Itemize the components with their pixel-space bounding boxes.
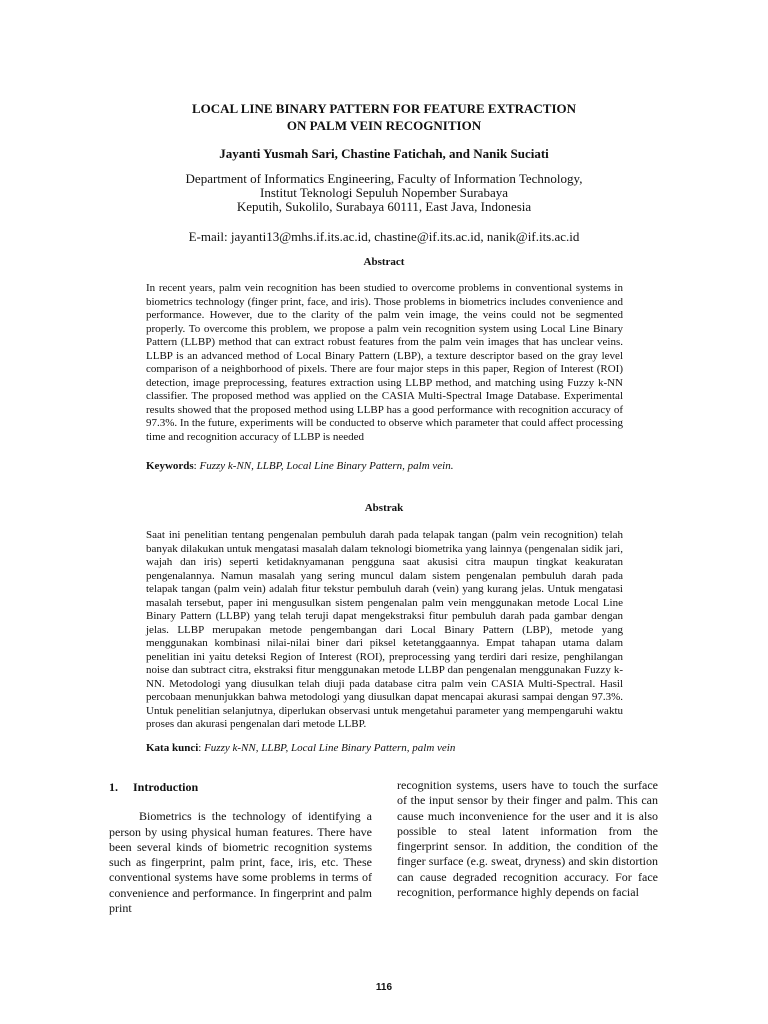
abstract-heading: Abstract bbox=[363, 256, 405, 268]
keywords-label: Keywords bbox=[146, 460, 194, 472]
abstrak-heading: Abstrak bbox=[364, 502, 404, 514]
email-line: E-mail: jayanti13@mhs.if.its.ac.id, chastine@if.its.ac.id, nanik@if.its.ac.id bbox=[188, 229, 580, 244]
abstract-body: In recent years, palm vein recognition has been studied to overcome problems in conventional systems in biometrics technology (finger print, face, and iris). Those problems in biometrics includes convenience and performance. However, due to the clarity of the palm vein image, the veins could not be segmented properly. To overcome this problem, we propose a palm vein recognition system using Local Line Binary Pattern (LLBP) method that can extract robust features from the palm vein images that has unclear veins. LLBP is an advanced method of Local Binary Pattern (LBP), a texture descriptor based on the gray level comparison of a neighborhood of pixels. There are four major steps in this paper, Region of Interest (ROI) detection, image preprocessing, features extraction using LLBP method, and matching using Fuzzy k-NN classifier. The proposed method was applied on the CASIA Multi-Spectral Image Database. Experimental results showed that the proposed method using LLBP has a good performance with recognition accuracy of 97.3%. In the future, experiments will be conducted to observe which parameter that could affect processing time and recognition accuracy of LLBP is needed bbox=[146, 282, 623, 443]
intro-paragraph-left: Biometrics is the technology of identifying a person by using physical human features. There have been several kinds of biometric recognition systems such as fingerprint, palm print, face, iris, etc. These conventional systems have some problems in terms of convenience and performance. In fingerprint and palm print bbox=[109, 809, 372, 916]
authors: Jayanti Yusmah Sari, Chastine Fatichah, and Nanik Suciati bbox=[219, 146, 549, 161]
section-number: 1. bbox=[109, 780, 118, 794]
abstrak-body: Saat ini penelitian tentang pengenalan pembuluh darah pada telapak tangan (palm vein recognition) telah banyak dilakukan untuk mengatasi masalah dalam teknologi biometrika yang lainnya (pengenalan sidik jari, wajah dan iris) seperti ketidaknyamanan pengguna saat akusisi citra maupun tingkat keakuratan pengenalannya. Namun masalah yang sering muncul dalam sistem pengenalan pembuluh darah pada telapak tangan (palm vein) adalah fitur tekstur pembuluh darah (vein) yang kurang jelas. Untuk mengatasi masalah tersebut, paper ini mengusulkan sistem pengenalan palm vein menggunakan metode Local Line Binary Pattern (LLBP) yang telah teruji dapat mengekstraksi fitur pembuluh darah pada gambar dengan jelas. LLBP merupakan metode pengembangan dari Local Binary Pattern (LBP), metode yang menggunakan kombinasi nilai-nilai biner dari piksel ketetanggaannya. Empat tahapan utama dalam penelitian ini yaitu deteksi Region of Interest (ROI), preprocessing yang terdiri dari resize, penghilangan noise dan subtract citra, ekstraksi fitur menggunakan metode LLBP dan pengenalan menggunakan Fuzzy k-NN. Metodologi yang diusulkan telah diuji pada database citra palm vein CASIA Multi-Spectral. Hasil percobaan menunjukkan bahwa metodologi yang diusulkan dapat mencapai akurasi sampai dengan 97.3%. Untuk penelitian selanjutnya, diperlukan observasi untuk mengetahui parameter yang mempengaruhi waktu proses dan akurasi pengenalan dari metode LLBP. bbox=[146, 529, 623, 730]
section-heading-introduction bbox=[109, 780, 372, 795]
kata-kunci-label: Kata kunci bbox=[146, 742, 199, 754]
affiliation-line-1: Department of Informatics Engineering, Faculty of Information Technology, bbox=[185, 171, 583, 186]
affiliation-line-3: Keputih, Sukolilo, Surabaya 60111, East Java, Indonesia bbox=[236, 199, 532, 214]
title-line-1: LOCAL LINE BINARY PATTERN FOR FEATURE EXTRACTION bbox=[191, 101, 577, 116]
title-line-2: ON PALM VEIN RECOGNITION bbox=[286, 118, 482, 133]
section-title: Introduction bbox=[133, 780, 199, 794]
affiliation bbox=[0, 172, 768, 214]
kata-kunci: Kata kunci: Fuzzy k-NN, LLBP, Local Line Binary Pattern, palm vein bbox=[146, 742, 456, 754]
kata-kunci-text: Fuzzy k-NN, LLBP, Local Line Binary Pattern, palm vein bbox=[204, 742, 456, 754]
right-column bbox=[397, 778, 658, 900]
affiliation-line-2: Institut Teknologi Sepuluh Nopember Surabaya bbox=[260, 185, 508, 200]
page-number: 116 bbox=[375, 982, 393, 993]
paper-title bbox=[0, 100, 768, 134]
keywords-text: Fuzzy k-NN, LLBP, Local Line Binary Pattern, palm vein. bbox=[199, 460, 454, 472]
intro-paragraph-right: recognition systems, users have to touch the surface of the input sensor by their finger and palm. This can cause much inconvenience for the user and it is also possible to steal latent information from the fingerprint sensor. In addition, the condition of the finger surface (e.g. sweat, dryness) and skin distortion can cause degraded recognition accuracy. For face recognition, performance highly depends on facial bbox=[397, 778, 658, 900]
left-column bbox=[109, 778, 372, 916]
keywords: Keywords: Fuzzy k-NN, LLBP, Local Line Binary Pattern, palm vein. bbox=[146, 460, 454, 472]
